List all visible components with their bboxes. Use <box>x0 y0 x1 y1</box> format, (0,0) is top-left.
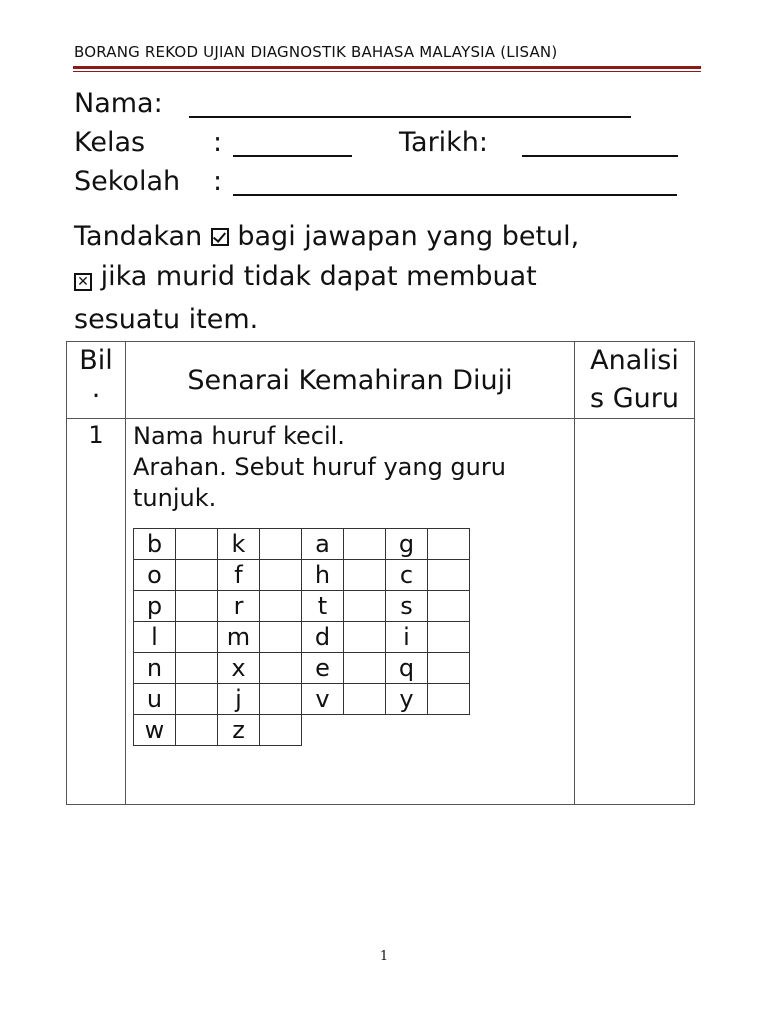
mark-cell[interactable] <box>428 622 470 653</box>
letter-row <box>134 622 470 653</box>
letter-cell: u <box>134 684 176 715</box>
letter-cell: q <box>386 653 428 684</box>
mark-cell[interactable] <box>176 715 218 746</box>
mark-cell[interactable] <box>260 684 302 715</box>
letter-row <box>134 653 470 684</box>
empty-cell <box>344 715 386 746</box>
nama-field[interactable] <box>189 116 631 118</box>
row-number: 1 <box>67 419 126 805</box>
mark-cell[interactable] <box>344 622 386 653</box>
instruction-line-3: sesuatu item. <box>74 304 259 335</box>
mark-cell[interactable] <box>260 591 302 622</box>
skill-cell <box>126 419 575 805</box>
table-row <box>67 419 695 805</box>
letter-cell: n <box>134 653 176 684</box>
instruction-text-b: bagi jawapan yang betul, <box>237 221 580 252</box>
header-analysis-text-b: s Guru <box>590 383 679 414</box>
letter-row <box>134 529 470 560</box>
form-title: BORANG REKOD UJIAN DIAGNOSTIK BAHASA MALAYSIA (LISAN) <box>74 43 558 61</box>
letter-cell: i <box>386 622 428 653</box>
letter-cell: b <box>134 529 176 560</box>
letter-cell: m <box>218 622 260 653</box>
empty-cell <box>428 715 470 746</box>
letter-grid <box>133 528 470 746</box>
instruction-line-1 <box>74 221 579 253</box>
letter-cell: k <box>218 529 260 560</box>
mark-cell[interactable] <box>176 560 218 591</box>
mark-cell[interactable] <box>428 653 470 684</box>
mark-cell[interactable] <box>260 653 302 684</box>
header-bil-text: Bil <box>79 345 113 376</box>
letter-cell: h <box>302 560 344 591</box>
letter-cell: o <box>134 560 176 591</box>
empty-cell <box>302 715 344 746</box>
header-rule <box>73 66 701 69</box>
instruction-text-a: Tandakan <box>74 221 203 252</box>
mark-cell[interactable] <box>176 591 218 622</box>
mark-cell[interactable] <box>428 684 470 715</box>
kelas-field[interactable] <box>233 155 352 157</box>
letter-cell: v <box>302 684 344 715</box>
letter-cell: w <box>134 715 176 746</box>
letter-cell: a <box>302 529 344 560</box>
mark-cell[interactable] <box>344 684 386 715</box>
letter-cell: l <box>134 622 176 653</box>
kelas-colon: : <box>213 127 223 158</box>
letter-cell: g <box>386 529 428 560</box>
analysis-cell[interactable] <box>575 419 695 805</box>
skills-table <box>66 341 695 805</box>
letter-row <box>134 560 470 591</box>
tarikh-label: Tarikh: <box>399 127 489 158</box>
letter-cell: y <box>386 684 428 715</box>
letter-cell: f <box>218 560 260 591</box>
letter-row <box>134 684 470 715</box>
mark-cell[interactable] <box>344 653 386 684</box>
header-analysis <box>575 342 695 419</box>
letter-row <box>134 715 470 746</box>
kelas-label: Kelas <box>74 127 146 158</box>
mark-cell[interactable] <box>428 591 470 622</box>
mark-cell[interactable] <box>176 653 218 684</box>
sekolah-label: Sekolah <box>74 166 181 197</box>
mark-cell[interactable] <box>260 622 302 653</box>
mark-cell[interactable] <box>260 560 302 591</box>
letter-cell: s <box>386 591 428 622</box>
header-bil <box>67 342 126 419</box>
mark-cell[interactable] <box>344 591 386 622</box>
letter-cell: d <box>302 622 344 653</box>
mark-cell[interactable] <box>260 529 302 560</box>
mark-cell[interactable] <box>428 560 470 591</box>
page-number: 1 <box>379 949 389 964</box>
empty-cell <box>386 715 428 746</box>
header-rule-thin <box>73 71 701 72</box>
letter-cell: t <box>302 591 344 622</box>
letter-cell: r <box>218 591 260 622</box>
instruction-text-c: jika murid tidak dapat membuat <box>100 261 537 292</box>
mark-cell[interactable] <box>260 715 302 746</box>
skill-instruction: Arahan. Sebut huruf yang guru tunjuk. <box>133 453 506 512</box>
tick-box-icon <box>211 228 229 246</box>
header-analysis-text-a: Analisi <box>590 345 679 376</box>
mark-cell[interactable] <box>176 622 218 653</box>
mark-cell[interactable] <box>344 560 386 591</box>
letter-row <box>134 591 470 622</box>
skill-title: Nama huruf kecil. <box>133 422 345 450</box>
instruction-line-2 <box>74 261 537 293</box>
letter-cell: j <box>218 684 260 715</box>
letter-cell: e <box>302 653 344 684</box>
letter-cell: z <box>218 715 260 746</box>
mark-cell[interactable] <box>344 529 386 560</box>
letter-cell: x <box>218 653 260 684</box>
header-skills: Senarai Kemahiran Diuji <box>126 342 575 419</box>
mark-cell[interactable] <box>428 529 470 560</box>
sekolah-field[interactable] <box>233 194 677 196</box>
letter-cell: p <box>134 591 176 622</box>
cross-box-icon: ✕ <box>74 273 92 291</box>
tarikh-field[interactable] <box>522 155 678 157</box>
letter-cell: c <box>386 560 428 591</box>
mark-cell[interactable] <box>176 684 218 715</box>
mark-cell[interactable] <box>176 529 218 560</box>
header-bil-dot: . <box>91 373 101 404</box>
nama-label: Nama: <box>74 88 163 119</box>
table-header-row <box>67 342 695 419</box>
sekolah-colon: : <box>213 166 223 197</box>
